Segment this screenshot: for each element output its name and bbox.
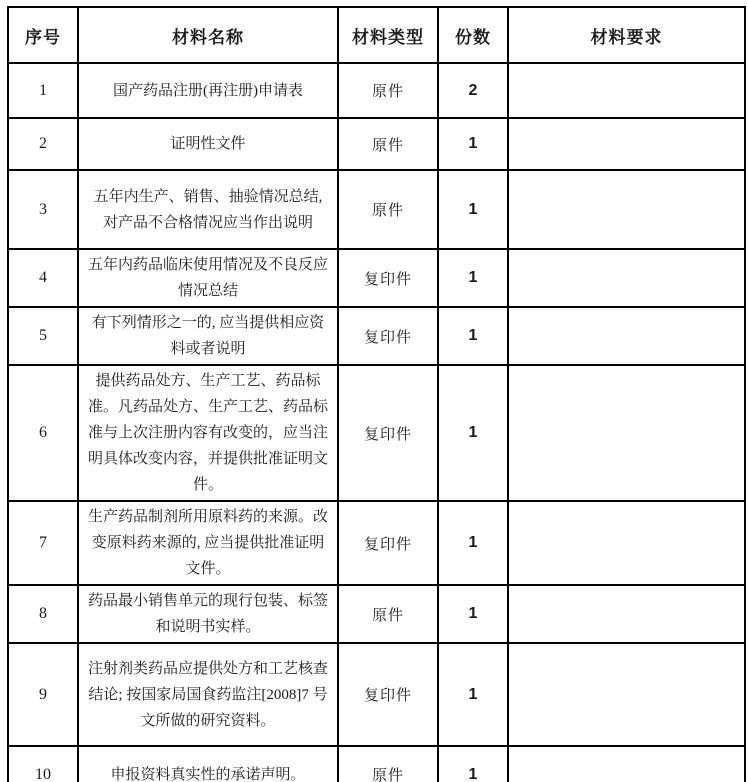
column-header-serial: 序号 xyxy=(8,7,78,63)
table-row xyxy=(8,170,745,249)
row-number-cell: 6 xyxy=(8,365,78,501)
copies-cell: 1 xyxy=(438,365,508,501)
row-number-cell: 7 xyxy=(8,501,78,585)
column-header-material-type: 材料类型 xyxy=(338,7,438,63)
row-number-cell: 9 xyxy=(8,643,78,746)
table-row xyxy=(8,746,745,782)
copies-cell: 1 xyxy=(438,585,508,643)
copies-cell: 1 xyxy=(438,249,508,307)
material-name-cell: 有下列情形之一的, 应当提供相应资料或者说明 xyxy=(78,307,338,365)
row-number-cell: 2 xyxy=(8,118,78,170)
table-row xyxy=(8,249,745,307)
copies-cell: 1 xyxy=(438,643,508,746)
requirement-cell xyxy=(508,585,745,643)
table-row xyxy=(8,585,745,643)
table-row xyxy=(8,307,745,365)
copies-cell: 1 xyxy=(438,307,508,365)
copies-cell: 1 xyxy=(438,501,508,585)
requirement-cell xyxy=(508,746,745,782)
copies-cell: 1 xyxy=(438,746,508,782)
material-type-cell: 复印件 xyxy=(338,365,438,501)
row-number-cell: 10 xyxy=(8,746,78,782)
materials-table xyxy=(7,6,746,782)
material-type-cell: 原件 xyxy=(338,118,438,170)
requirement-cell xyxy=(508,643,745,746)
material-name-cell: 五年内药品临床使用情况及不良反应情况总结 xyxy=(78,249,338,307)
requirement-cell xyxy=(508,501,745,585)
copies-cell: 1 xyxy=(438,118,508,170)
requirement-cell xyxy=(508,63,745,118)
material-type-cell: 原件 xyxy=(338,585,438,643)
material-type-cell: 复印件 xyxy=(338,501,438,585)
table-row xyxy=(8,63,745,118)
row-number-cell: 3 xyxy=(8,170,78,249)
material-name-cell: 注射剂类药品应提供处方和工艺核查结论; 按国家局国食药监注[2008]7 号文所做的研究资料。 xyxy=(78,643,338,746)
material-name-cell: 证明性文件 xyxy=(78,118,338,170)
material-type-cell: 原件 xyxy=(338,746,438,782)
column-header-requirements: 材料要求 xyxy=(508,7,745,63)
material-name-cell: 国产药品注册(再注册)申请表 xyxy=(78,63,338,118)
material-type-cell: 复印件 xyxy=(338,249,438,307)
requirement-cell xyxy=(508,170,745,249)
requirement-cell xyxy=(508,365,745,501)
material-name-cell: 生产药品制剂所用原料药的来源。改变原料药来源的, 应当提供批准证明文件。 xyxy=(78,501,338,585)
column-header-material-name: 材料名称 xyxy=(78,7,338,63)
material-name-cell: 提供药品处方、生产工艺、药品标准。凡药品处方、生产工艺、药品标准与上次注册内容有改变的，应当注明具体改变内容，并提供批准证明文件。 xyxy=(78,365,338,501)
table-row xyxy=(8,365,745,501)
material-type-cell: 复印件 xyxy=(338,307,438,365)
requirement-cell xyxy=(508,118,745,170)
column-header-copies: 份数 xyxy=(438,7,508,63)
table-row xyxy=(8,118,745,170)
table-header-row xyxy=(8,7,745,63)
material-name-cell: 药品最小销售单元的现行包装、标签和说明书实样。 xyxy=(78,585,338,643)
copies-cell: 2 xyxy=(438,63,508,118)
requirement-cell xyxy=(508,307,745,365)
row-number-cell: 8 xyxy=(8,585,78,643)
copies-cell: 1 xyxy=(438,170,508,249)
table-row xyxy=(8,643,745,746)
material-type-cell: 复印件 xyxy=(338,643,438,746)
row-number-cell: 4 xyxy=(8,249,78,307)
material-type-cell: 原件 xyxy=(338,170,438,249)
material-name-cell: 五年内生产、销售、抽验情况总结, 对产品不合格情况应当作出说明 xyxy=(78,170,338,249)
material-name-cell: 申报资料真实性的承诺声明。 xyxy=(78,746,338,782)
row-number-cell: 1 xyxy=(8,63,78,118)
requirement-cell xyxy=(508,249,745,307)
table-row xyxy=(8,501,745,585)
row-number-cell: 5 xyxy=(8,307,78,365)
material-type-cell: 原件 xyxy=(338,63,438,118)
